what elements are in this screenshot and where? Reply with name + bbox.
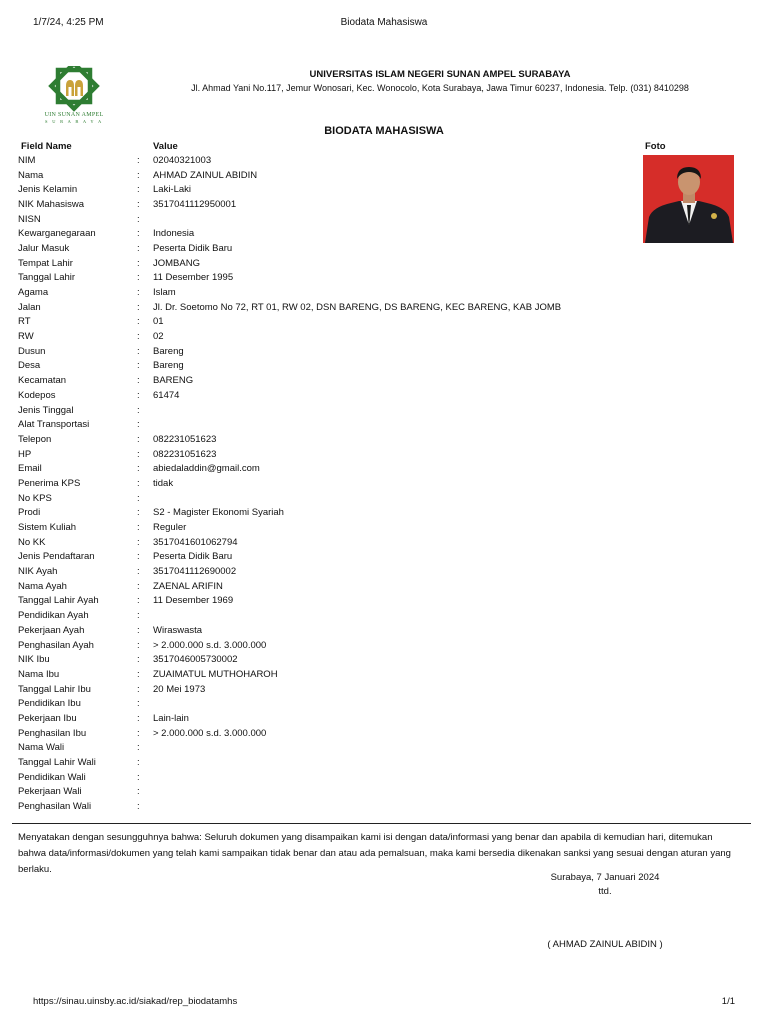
table-row [18,711,628,726]
field-label: NIK Mahasiswa [18,198,84,210]
field-label: Pendidikan Wali [18,771,86,783]
field-separator: : [137,169,140,181]
field-label: Prodi [18,507,41,519]
field-label: RT [18,316,31,328]
table-row [18,197,628,212]
field-separator: : [137,668,140,680]
field-value: tidak [153,477,174,489]
field-value: BARENG [153,375,194,387]
signature-place-date: Surabaya, 7 Januari 2024 [550,872,660,883]
field-value: ZUAIMATUL MUTHOHAROH [153,668,278,680]
field-separator: : [137,433,140,445]
table-row [18,799,628,814]
field-value: 3517041601062794 [153,536,238,548]
field-separator: : [137,463,140,475]
field-label: NIK Ayah [18,566,58,578]
biodata-table [18,153,628,814]
field-value: 61474 [153,389,180,401]
field-label: RW [18,331,34,343]
field-label: Tanggal Lahir Wali [18,757,96,769]
field-value: Islam [153,287,176,299]
field-label: HP [18,448,32,460]
table-row [18,300,628,315]
field-separator: : [137,316,140,328]
field-separator: : [137,331,140,343]
field-separator: : [137,184,140,196]
field-value: 3517041112950001 [153,198,237,210]
table-row [18,432,628,447]
field-value: Reguler [153,522,187,534]
field-separator: : [137,786,140,798]
table-row [18,271,628,286]
field-value: Wiraswasta [153,624,203,636]
field-separator: : [137,213,140,225]
document-title: BIODATA MAHASISWA [324,125,444,137]
field-label: No KK [18,536,46,548]
field-label: Penghasilan Wali [18,801,92,813]
field-label: NIM [18,154,36,166]
logo-text-line1: UIN SUNAN AMPEL [44,112,104,118]
field-label: Nama Ibu [18,668,60,680]
table-row [18,373,628,388]
university-address: Jl. Ahmad Yani No.117, Jemur Wonosari, Kec. Wonocolo, Kota Surabaya, Jawa Timur 60237, Indonesia. Telp. (031) 8410298 [191,83,689,93]
table-row [18,241,628,256]
field-separator: : [137,301,140,313]
field-label: Penghasilan Ayah [18,639,94,651]
table-row [18,329,628,344]
table-row [18,652,628,667]
field-label: Desa [18,360,41,372]
table-row [18,755,628,770]
field-separator: : [137,801,140,813]
field-label: Nama Wali [18,742,65,754]
field-separator: : [137,375,140,387]
field-label: Tanggal Lahir Ayah [18,595,99,607]
field-separator: : [137,448,140,460]
table-row [18,520,628,535]
field-value: ZAENAL ARIFIN [153,580,223,592]
print-footer-page: 1/1 [721,996,735,1007]
divider-line [12,823,751,824]
table-row [18,785,628,800]
field-value: Bareng [153,345,184,357]
field-separator: : [137,610,140,622]
field-separator: : [137,624,140,636]
table-row [18,447,628,462]
field-label: No KPS [18,492,52,504]
field-label: Penerima KPS [18,477,81,489]
table-row [18,550,628,565]
table-row [18,344,628,359]
field-separator: : [137,727,140,739]
field-value: Indonesia [153,228,195,240]
field-label: Jalur Masuk [18,242,70,254]
field-label: Dusun [18,345,46,357]
field-separator: : [137,404,140,416]
table-row [18,461,628,476]
table-row [18,491,628,506]
table-row [18,417,628,432]
field-separator: : [137,154,140,166]
field-separator: : [137,580,140,592]
field-value: 082231051623 [153,448,217,460]
field-label: Email [18,463,42,475]
table-row [18,168,628,183]
signature-name: ( AHMAD ZAINUL ABIDIN ) [547,939,663,950]
field-value: 3517046005730002 [153,654,238,666]
table-row [18,403,628,418]
table-row [18,594,628,609]
table-row [18,741,628,756]
field-label: Kecamatan [18,375,67,387]
field-separator: : [137,698,140,710]
table-row [18,770,628,785]
field-value: Lain-lain [153,712,189,724]
field-separator: : [137,242,140,254]
field-separator: : [137,712,140,724]
student-photo-icon [643,155,734,243]
field-name-header: Field Name [21,141,72,152]
field-value: 11 Desember 1969 [153,595,234,607]
table-row [18,182,628,197]
field-value: AHMAD ZAINUL ABIDIN [153,169,258,181]
field-label: Jenis Tinggal [18,404,74,416]
university-logo-icon [44,66,104,116]
field-value: 082231051623 [153,433,217,445]
table-row [18,682,628,697]
field-value: Laki-Laki [153,184,192,196]
field-label: Pekerjaan Ibu [18,712,77,724]
field-value: > 2.000.000 s.d. 3.000.000 [153,639,267,651]
table-row [18,256,628,271]
field-separator: : [137,683,140,695]
field-separator: : [137,228,140,240]
field-separator: : [137,389,140,401]
field-separator: : [137,419,140,431]
field-value: 3517041112690002 [153,566,237,578]
field-value: Peserta Didik Baru [153,242,233,254]
field-separator: : [137,257,140,269]
field-label: Telepon [18,433,52,445]
field-value: 20 Mei 1973 [153,683,206,695]
field-label: Tanggal Lahir [18,272,76,284]
field-value: 11 Desember 1995 [153,272,234,284]
field-separator: : [137,360,140,372]
field-label: Pendidikan Ibu [18,698,81,710]
value-header: Value [153,141,178,152]
field-separator: : [137,522,140,534]
table-row [18,476,628,491]
field-value: Jl. Dr. Soetomo No 72, RT 01, RW 02, DSN BARENG, DS BARENG, KEC BARENG, KAB JOMB [153,301,562,313]
field-value: Peserta Didik Baru [153,551,233,563]
field-label: Agama [18,287,49,299]
signature-ttd: ttd. [598,886,612,897]
field-value: JOMBANG [153,257,200,269]
table-row [18,623,628,638]
field-label: Kodepos [18,389,56,401]
student-photo [643,155,734,243]
field-separator: : [137,198,140,210]
table-row [18,667,628,682]
table-row [18,608,628,623]
table-row [18,226,628,241]
field-value: 02 [153,331,164,343]
print-datetime: 1/7/24, 4:25 PM [33,17,104,28]
field-label: Pekerjaan Ayah [18,624,85,636]
table-row [18,153,628,168]
field-separator: : [137,639,140,651]
field-label: Jalan [18,301,41,313]
table-row [18,359,628,374]
field-separator: : [137,272,140,284]
field-label: Jenis Pendaftaran [18,551,95,563]
table-row [18,638,628,653]
field-label: Jenis Kelamin [18,184,78,196]
table-row [18,535,628,550]
field-separator: : [137,771,140,783]
field-value: 02040321003 [153,154,212,166]
field-separator: : [137,287,140,299]
field-separator: : [137,551,140,563]
field-label: Kewarganegaraan [18,228,96,240]
field-separator: : [137,492,140,504]
field-value: abiedaladdin@gmail.com [153,463,260,475]
field-separator: : [137,595,140,607]
table-row [18,726,628,741]
field-label: NIK Ibu [18,654,50,666]
field-label: Alat Transportasi [18,419,90,431]
field-label: Nama [18,169,44,181]
field-label: NISN [18,213,41,225]
field-separator: : [137,654,140,666]
table-row [18,315,628,330]
table-row [18,564,628,579]
field-label: Nama Ayah [18,580,67,592]
print-footer-url: https://sinau.uinsby.ac.id/siakad/rep_biodatamhs [33,996,238,1007]
statement-text: Menyatakan dengan sesungguhnya bahwa: Seluruh dokumen yang disampaikan kami isi dengan data/informasi yang benar dan apabila di kemudian hari, ditemukan bahwa data/informasi/dokumen yang telah kami sampaikan tidak benar dan atau ada pemalsuan, maka kami bersedia dikenakan sanksi yang sesuai dengan aturan yang berlaku. [18,832,731,875]
field-separator: : [137,345,140,357]
table-row [18,388,628,403]
field-separator: : [137,536,140,548]
field-separator: : [137,477,140,489]
field-label: Pendidikan Ayah [18,610,89,622]
field-value: Bareng [153,360,184,372]
field-label: Tempat Lahir [18,257,73,269]
field-separator: : [137,507,140,519]
field-label: Sistem Kuliah [18,522,77,534]
logo-text-line2: S U R A B A Y A [44,119,104,124]
university-name: UNIVERSITAS ISLAM NEGERI SUNAN AMPEL SURABAYA [309,69,571,80]
table-row [18,696,628,711]
field-label: Pekerjaan Wali [18,786,82,798]
photo-header: Foto [645,141,666,152]
field-value: S2 - Magister Ekonomi Syariah [153,507,284,519]
field-separator: : [137,757,140,769]
table-row [18,285,628,300]
field-separator: : [137,566,140,578]
field-value: 01 [153,316,164,328]
table-row [18,579,628,594]
table-row [18,506,628,521]
field-separator: : [137,742,140,754]
field-value: > 2.000.000 s.d. 3.000.000 [153,727,267,739]
table-row [18,212,628,227]
field-label: Tanggal Lahir Ibu [18,683,91,695]
field-label: Penghasilan Ibu [18,727,87,739]
print-title: Biodata Mahasiswa [340,17,428,28]
